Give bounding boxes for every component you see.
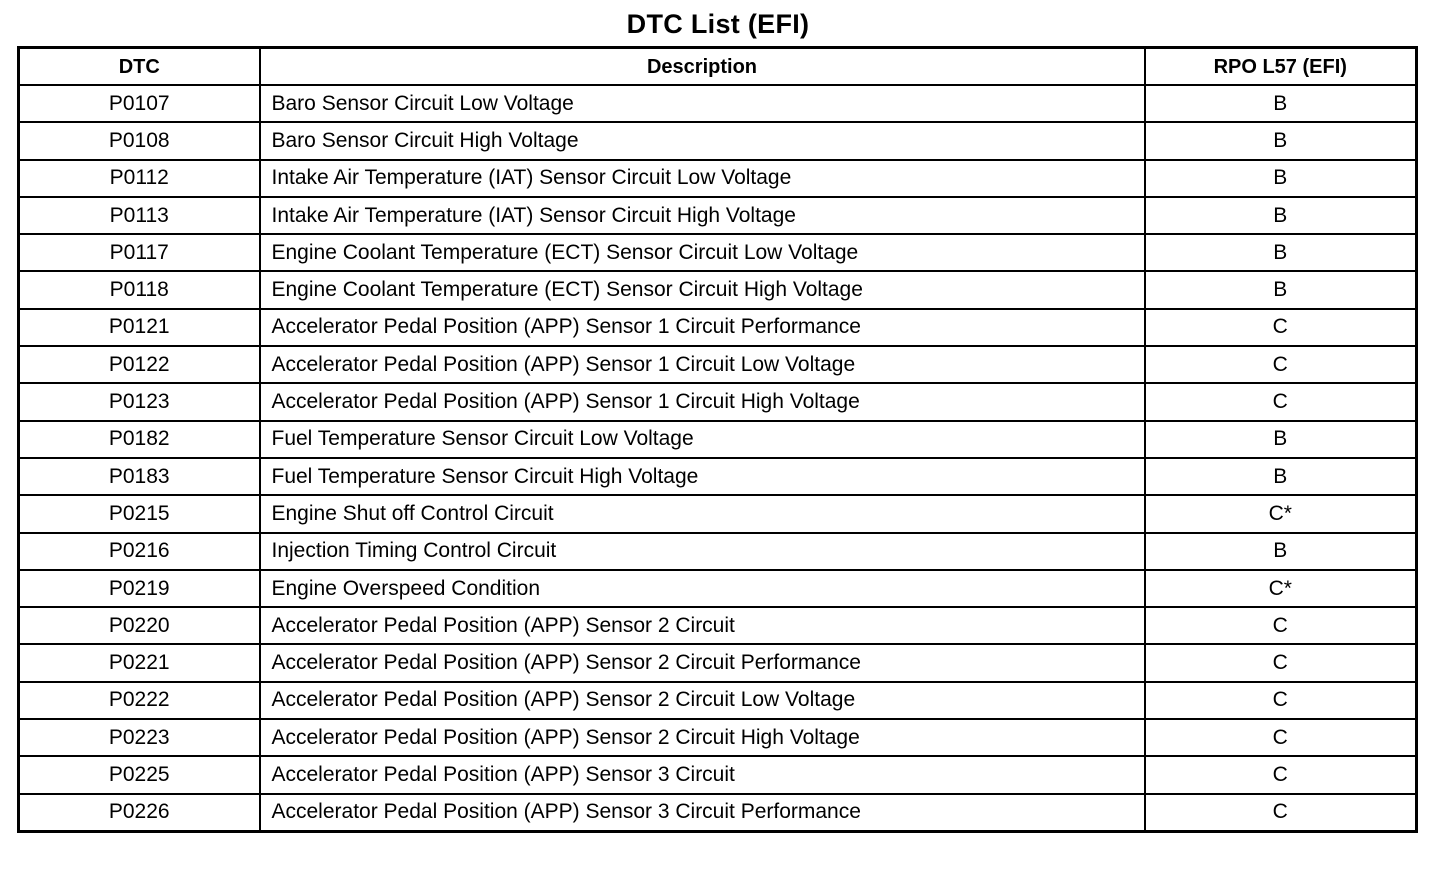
- table-row: [19, 271, 1417, 308]
- table-row: [19, 719, 1417, 756]
- description-cell: Engine Shut off Control Circuit: [260, 495, 1145, 532]
- table-row: [19, 458, 1417, 495]
- table-row: [19, 309, 1417, 346]
- dtc-code-cell: P0113: [19, 197, 260, 234]
- dtc-code-cell: P0121: [19, 309, 260, 346]
- rpo-type-cell: C*: [1145, 570, 1417, 607]
- rpo-type-cell: C: [1145, 346, 1417, 383]
- description-cell: Fuel Temperature Sensor Circuit High Voltage: [260, 458, 1145, 495]
- description-cell: Accelerator Pedal Position (APP) Sensor 3 Circuit Performance: [260, 794, 1145, 832]
- rpo-type-cell: C: [1145, 756, 1417, 793]
- table-row: [19, 794, 1417, 832]
- description-cell: Fuel Temperature Sensor Circuit Low Voltage: [260, 421, 1145, 458]
- table-row: [19, 85, 1417, 122]
- table-row: [19, 160, 1417, 197]
- dtc-code-cell: P0216: [19, 533, 260, 570]
- description-cell: Intake Air Temperature (IAT) Sensor Circuit Low Voltage: [260, 160, 1145, 197]
- description-cell: Engine Overspeed Condition: [260, 570, 1145, 607]
- rpo-type-cell: C: [1145, 309, 1417, 346]
- dtc-code-cell: P0183: [19, 458, 260, 495]
- rpo-type-cell: C*: [1145, 495, 1417, 532]
- dtc-code-cell: P0122: [19, 346, 260, 383]
- rpo-type-cell: B: [1145, 122, 1417, 159]
- description-cell: Accelerator Pedal Position (APP) Sensor 2 Circuit: [260, 607, 1145, 644]
- table-row: [19, 682, 1417, 719]
- description-cell: Accelerator Pedal Position (APP) Sensor 2 Circuit High Voltage: [260, 719, 1145, 756]
- rpo-type-cell: C: [1145, 719, 1417, 756]
- rpo-type-cell: B: [1145, 271, 1417, 308]
- table-row: [19, 756, 1417, 793]
- table-row: [19, 570, 1417, 607]
- column-header-rpo: RPO L57 (EFI): [1145, 48, 1417, 86]
- table-row: [19, 644, 1417, 681]
- rpo-type-cell: B: [1145, 421, 1417, 458]
- rpo-type-cell: B: [1145, 533, 1417, 570]
- dtc-table: [17, 46, 1418, 833]
- dtc-code-cell: P0117: [19, 234, 260, 271]
- table-row: [19, 383, 1417, 420]
- dtc-code-cell: P0112: [19, 160, 260, 197]
- dtc-code-cell: P0225: [19, 756, 260, 793]
- table-row: [19, 607, 1417, 644]
- description-cell: Accelerator Pedal Position (APP) Sensor 2 Circuit Low Voltage: [260, 682, 1145, 719]
- dtc-code-cell: P0215: [19, 495, 260, 532]
- dtc-code-cell: P0107: [19, 85, 260, 122]
- dtc-code-cell: P0219: [19, 570, 260, 607]
- description-cell: Injection Timing Control Circuit: [260, 533, 1145, 570]
- table-row: [19, 533, 1417, 570]
- rpo-type-cell: B: [1145, 160, 1417, 197]
- description-cell: Accelerator Pedal Position (APP) Sensor 3 Circuit: [260, 756, 1145, 793]
- column-header-description: Description: [260, 48, 1145, 86]
- dtc-code-cell: P0222: [19, 682, 260, 719]
- table-row: [19, 495, 1417, 532]
- table-row: [19, 197, 1417, 234]
- rpo-type-cell: C: [1145, 644, 1417, 681]
- description-cell: Baro Sensor Circuit High Voltage: [260, 122, 1145, 159]
- dtc-code-cell: P0108: [19, 122, 260, 159]
- dtc-code-cell: P0182: [19, 421, 260, 458]
- description-cell: Engine Coolant Temperature (ECT) Sensor Circuit High Voltage: [260, 271, 1145, 308]
- dtc-code-cell: P0226: [19, 794, 260, 832]
- rpo-type-cell: C: [1145, 383, 1417, 420]
- rpo-type-cell: B: [1145, 234, 1417, 271]
- table-header-row: [19, 48, 1417, 86]
- rpo-type-cell: B: [1145, 85, 1417, 122]
- table-row: [19, 421, 1417, 458]
- dtc-code-cell: P0220: [19, 607, 260, 644]
- page-title: DTC List (EFI): [626, 9, 810, 39]
- description-cell: Intake Air Temperature (IAT) Sensor Circuit High Voltage: [260, 197, 1145, 234]
- table-row: [19, 346, 1417, 383]
- description-cell: Engine Coolant Temperature (ECT) Sensor Circuit Low Voltage: [260, 234, 1145, 271]
- rpo-type-cell: C: [1145, 682, 1417, 719]
- dtc-code-cell: P0123: [19, 383, 260, 420]
- column-header-dtc: DTC: [19, 48, 260, 86]
- description-cell: Accelerator Pedal Position (APP) Sensor 1 Circuit Low Voltage: [260, 346, 1145, 383]
- description-cell: Accelerator Pedal Position (APP) Sensor 2 Circuit Performance: [260, 644, 1145, 681]
- rpo-type-cell: C: [1145, 794, 1417, 832]
- description-cell: Baro Sensor Circuit Low Voltage: [260, 85, 1145, 122]
- dtc-code-cell: P0118: [19, 271, 260, 308]
- description-cell: Accelerator Pedal Position (APP) Sensor 1 Circuit Performance: [260, 309, 1145, 346]
- description-cell: Accelerator Pedal Position (APP) Sensor 1 Circuit High Voltage: [260, 383, 1145, 420]
- rpo-type-cell: B: [1145, 458, 1417, 495]
- dtc-code-cell: P0223: [19, 719, 260, 756]
- table-row: [19, 122, 1417, 159]
- table-row: [19, 234, 1417, 271]
- rpo-type-cell: B: [1145, 197, 1417, 234]
- rpo-type-cell: C: [1145, 607, 1417, 644]
- dtc-code-cell: P0221: [19, 644, 260, 681]
